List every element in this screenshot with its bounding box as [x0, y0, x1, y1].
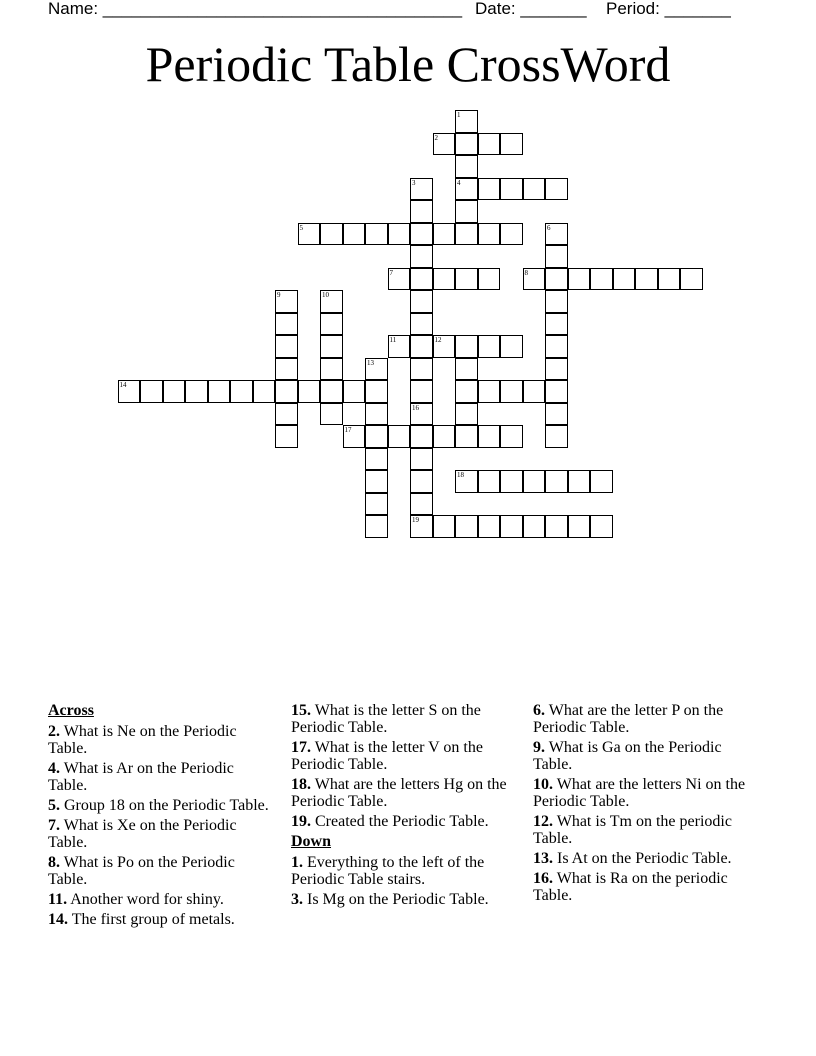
clue-item: [533, 850, 761, 867]
grid-cell[interactable]: [545, 268, 568, 291]
grid-cell[interactable]: [478, 223, 501, 246]
grid-cell[interactable]: [388, 335, 411, 358]
grid-cell[interactable]: [455, 470, 478, 493]
grid-cell[interactable]: [185, 380, 208, 403]
grid-cell[interactable]: [320, 403, 343, 426]
grid-cell[interactable]: [365, 403, 388, 426]
clue-item: [533, 739, 761, 773]
grid-cell[interactable]: [455, 515, 478, 538]
grid-cell[interactable]: [410, 470, 433, 493]
grid-cell[interactable]: [568, 515, 591, 538]
clue-item-text: What are the letters Ni on the Periodic Table.: [533, 776, 746, 810]
grid-cell[interactable]: [613, 268, 636, 291]
period-field[interactable]: Period: _______: [606, 0, 731, 18]
grid-cell[interactable]: [365, 380, 388, 403]
grid-cell[interactable]: [545, 178, 568, 201]
grid-cell[interactable]: [433, 335, 456, 358]
clue-item: [291, 813, 519, 830]
grid-cell[interactable]: [320, 380, 343, 403]
grid-cell[interactable]: [320, 358, 343, 381]
grid-cell[interactable]: [410, 178, 433, 201]
clue-item: [291, 854, 519, 888]
grid-cell[interactable]: [230, 380, 253, 403]
clue-item-number: 18.: [291, 776, 311, 793]
grid-cell[interactable]: [545, 515, 568, 538]
grid-cell[interactable]: [568, 268, 591, 291]
clue-item-number: 8.: [48, 854, 60, 871]
grid-cell[interactable]: [545, 290, 568, 313]
clue-item-number: 10.: [533, 776, 553, 793]
grid-cell[interactable]: [410, 313, 433, 336]
grid-cell[interactable]: [500, 133, 523, 156]
grid-cell[interactable]: [680, 268, 703, 291]
clue-item-text: Group 18 on the Periodic Table.: [64, 797, 269, 814]
clue-item: [291, 891, 519, 908]
clue-item-number: 11.: [48, 891, 68, 908]
grid-cell[interactable]: [140, 380, 163, 403]
grid-cell[interactable]: [433, 425, 456, 448]
clue-item: [291, 739, 519, 773]
clue-item-number: 5.: [48, 797, 60, 814]
grid-cell[interactable]: [388, 425, 411, 448]
grid-cell[interactable]: [455, 358, 478, 381]
clue-item-text: What is Po on the Periodic Table.: [48, 854, 235, 888]
clue-item-text: What are the letters Hg on the Periodic Table.: [291, 776, 507, 810]
clue-item-text: What is Ga on the Periodic Table.: [533, 739, 722, 773]
grid-cell[interactable]: [545, 245, 568, 268]
clue-item-number: 3.: [291, 891, 303, 908]
grid-cell[interactable]: [275, 290, 298, 313]
grid-cell[interactable]: [545, 223, 568, 246]
clue-item: [533, 870, 761, 904]
clue-number: 9: [277, 291, 281, 299]
grid-cell[interactable]: [410, 493, 433, 516]
clue-number: 18: [457, 471, 464, 479]
grid-cell[interactable]: [410, 358, 433, 381]
grid-cell[interactable]: [410, 380, 433, 403]
grid-cell[interactable]: [388, 268, 411, 291]
clue-item-text: Is Mg on the Periodic Table.: [307, 891, 489, 908]
grid-cell[interactable]: [545, 425, 568, 448]
grid-cell[interactable]: [365, 515, 388, 538]
grid-cell[interactable]: [410, 245, 433, 268]
clue-number: 13: [367, 358, 374, 367]
grid-cell[interactable]: [433, 223, 456, 246]
grid-cell[interactable]: [410, 200, 433, 223]
clue-number: 1: [457, 111, 461, 119]
clue-number: 5: [299, 223, 303, 232]
clue-item: [48, 797, 276, 814]
clue-item-text: What is Ne on the Periodic Table.: [48, 723, 237, 757]
grid-cell[interactable]: [590, 470, 613, 493]
grid-cell[interactable]: [545, 380, 568, 403]
grid-cell[interactable]: [590, 268, 613, 291]
grid-cell[interactable]: [500, 425, 523, 448]
clue-number: 10: [322, 291, 329, 299]
clue-item: [291, 776, 519, 810]
across-heading: Across: [48, 702, 94, 719]
grid-cell[interactable]: [635, 268, 658, 291]
clue-item: [48, 723, 276, 757]
grid-cell[interactable]: [253, 380, 276, 403]
grid-cell[interactable]: [320, 290, 343, 313]
grid-cell[interactable]: [275, 358, 298, 381]
grid-cell[interactable]: [275, 313, 298, 336]
grid-cell[interactable]: [365, 493, 388, 516]
grid-cell[interactable]: [365, 358, 388, 381]
grid-cell[interactable]: [455, 200, 478, 223]
clue-item: [48, 911, 276, 928]
clue-item: [291, 702, 519, 736]
clue-item-text: Is At on the Periodic Table.: [557, 850, 732, 867]
grid-cell[interactable]: [365, 425, 388, 448]
grid-cell[interactable]: [343, 425, 366, 448]
grid-cell[interactable]: [118, 380, 141, 403]
clue-number: 16: [412, 403, 419, 412]
grid-cell[interactable]: [163, 380, 186, 403]
grid-cell[interactable]: [523, 380, 546, 403]
clue-item-text: What is the letter V on the Periodic Table.: [291, 739, 483, 773]
grid-cell[interactable]: [590, 515, 613, 538]
grid-cell[interactable]: [478, 380, 501, 403]
clue-item-number: 4.: [48, 760, 60, 777]
clue-item-text: Everything to the left of the Periodic Table stairs.: [291, 854, 485, 888]
clue-item-number: 15.: [291, 702, 311, 719]
grid-cell[interactable]: [298, 380, 321, 403]
clue-number: 8: [524, 268, 528, 277]
clue-item-number: 1.: [291, 854, 303, 871]
clue-number: 12: [434, 336, 442, 344]
grid-cell[interactable]: [455, 335, 478, 358]
grid-cell[interactable]: [500, 515, 523, 538]
grid-cell[interactable]: [320, 335, 343, 358]
clue-item: [48, 817, 276, 851]
clue-item-number: 19.: [291, 813, 311, 830]
clue-item-text: What are the letter P on the Periodic Table.: [533, 702, 724, 736]
grid-cell[interactable]: [523, 268, 546, 291]
clue-number: 4: [457, 178, 461, 187]
grid-cell[interactable]: [365, 470, 388, 493]
grid-cell[interactable]: [545, 335, 568, 358]
clue-item-number: 14.: [48, 911, 68, 928]
grid-cell[interactable]: [478, 425, 501, 448]
grid-cell[interactable]: [478, 133, 501, 156]
clue-number: 2: [434, 133, 438, 142]
clue-item: [48, 854, 276, 888]
grid-cell[interactable]: [343, 380, 366, 403]
grid-cell[interactable]: [500, 380, 523, 403]
grid-cell[interactable]: [208, 380, 231, 403]
grid-cell[interactable]: [500, 178, 523, 201]
clue-number: 6: [547, 223, 551, 232]
grid-cell[interactable]: [275, 335, 298, 358]
date-field[interactable]: Date: _______: [475, 0, 587, 18]
grid-cell[interactable]: [455, 403, 478, 426]
clue-item-number: 9.: [533, 739, 545, 756]
grid-cell[interactable]: [478, 178, 501, 201]
clue-number: 7: [389, 268, 393, 277]
clue-number: 11: [389, 336, 397, 344]
clue-item-text: What is Tm on the periodic Table.: [533, 813, 732, 847]
grid-cell[interactable]: [500, 223, 523, 246]
clue-item-number: 7.: [48, 817, 60, 834]
clue-item-number: 17.: [291, 739, 311, 756]
grid-cell[interactable]: [410, 335, 433, 358]
grid-cell[interactable]: [275, 380, 298, 403]
grid-cell[interactable]: [320, 223, 343, 246]
grid-cell[interactable]: [343, 223, 366, 246]
clue-item-text: What is Xe on the Periodic Table.: [48, 817, 237, 851]
grid-cell[interactable]: [455, 178, 478, 201]
page-title: Periodic Table CrossWord: [145, 36, 671, 92]
grid-cell[interactable]: [478, 335, 501, 358]
grid-cell[interactable]: [545, 403, 568, 426]
clue-number: 14: [119, 381, 127, 389]
name-field[interactable]: Name: ______________________________________: [48, 0, 463, 18]
clue-item-text: What is Ra on the periodic Table.: [533, 870, 728, 904]
clue-item-text: The first group of metals.: [71, 911, 235, 928]
grid-cell[interactable]: [455, 155, 478, 178]
grid-cell[interactable]: [410, 268, 433, 291]
clues-middle-column: [291, 702, 519, 911]
clue-item-text: Another word for shiny.: [70, 891, 224, 908]
grid-cell[interactable]: [455, 110, 478, 133]
clue-item-number: 6.: [533, 702, 545, 719]
clue-item: [533, 776, 761, 810]
grid-cell[interactable]: [523, 178, 546, 201]
grid-cell[interactable]: [433, 515, 456, 538]
grid-cell[interactable]: [478, 515, 501, 538]
grid-cell[interactable]: [455, 380, 478, 403]
clue-item-text: What is Ar on the Periodic Table.: [48, 760, 234, 794]
clue-item-number: 16.: [533, 870, 553, 887]
clue-item-text: What is the letter S on the Periodic Table.: [291, 702, 481, 736]
clues-down-column: [533, 702, 761, 907]
grid-cell[interactable]: [455, 223, 478, 246]
grid-cell[interactable]: [568, 470, 591, 493]
grid-cell[interactable]: [523, 515, 546, 538]
clue-number: 3: [412, 178, 416, 187]
grid-cell[interactable]: [410, 515, 433, 538]
grid-cell[interactable]: [455, 268, 478, 291]
grid-cell[interactable]: [320, 313, 343, 336]
grid-cell[interactable]: [478, 470, 501, 493]
clue-item-number: 13.: [533, 850, 553, 867]
clue-item: [533, 702, 761, 736]
grid-cell[interactable]: [388, 223, 411, 246]
clues-across-column: [48, 702, 276, 931]
grid-cell[interactable]: [298, 223, 321, 246]
clue-item: [533, 813, 761, 847]
grid-cell[interactable]: [410, 425, 433, 448]
clue-number: 17: [344, 426, 352, 434]
grid-cell[interactable]: [500, 335, 523, 358]
grid-cell[interactable]: [545, 313, 568, 336]
grid-cell[interactable]: [365, 223, 388, 246]
grid-cell[interactable]: [455, 133, 478, 156]
clue-item-number: 2.: [48, 723, 60, 740]
clue-item: [48, 760, 276, 794]
grid-cell[interactable]: [500, 470, 523, 493]
grid-cell[interactable]: [410, 290, 433, 313]
grid-cell[interactable]: [410, 403, 433, 426]
grid-cell[interactable]: [275, 403, 298, 426]
clue-item-text: Created the Periodic Table.: [315, 813, 489, 830]
grid-cell[interactable]: [410, 223, 433, 246]
grid-cell[interactable]: [433, 133, 456, 156]
grid-cell[interactable]: [433, 268, 456, 291]
grid-cell[interactable]: [523, 470, 546, 493]
grid-cell[interactable]: [365, 448, 388, 471]
clue-item-number: 12.: [533, 813, 553, 830]
grid-cell[interactable]: [545, 358, 568, 381]
grid-cell[interactable]: [478, 268, 501, 291]
grid-cell[interactable]: [455, 425, 478, 448]
clue-number: 19: [412, 516, 419, 524]
grid-cell[interactable]: [275, 425, 298, 448]
grid-cell[interactable]: [410, 448, 433, 471]
grid-cell[interactable]: [658, 268, 681, 291]
grid-cell[interactable]: [545, 470, 568, 493]
clue-item: [48, 891, 276, 908]
down-heading: Down: [291, 833, 332, 850]
